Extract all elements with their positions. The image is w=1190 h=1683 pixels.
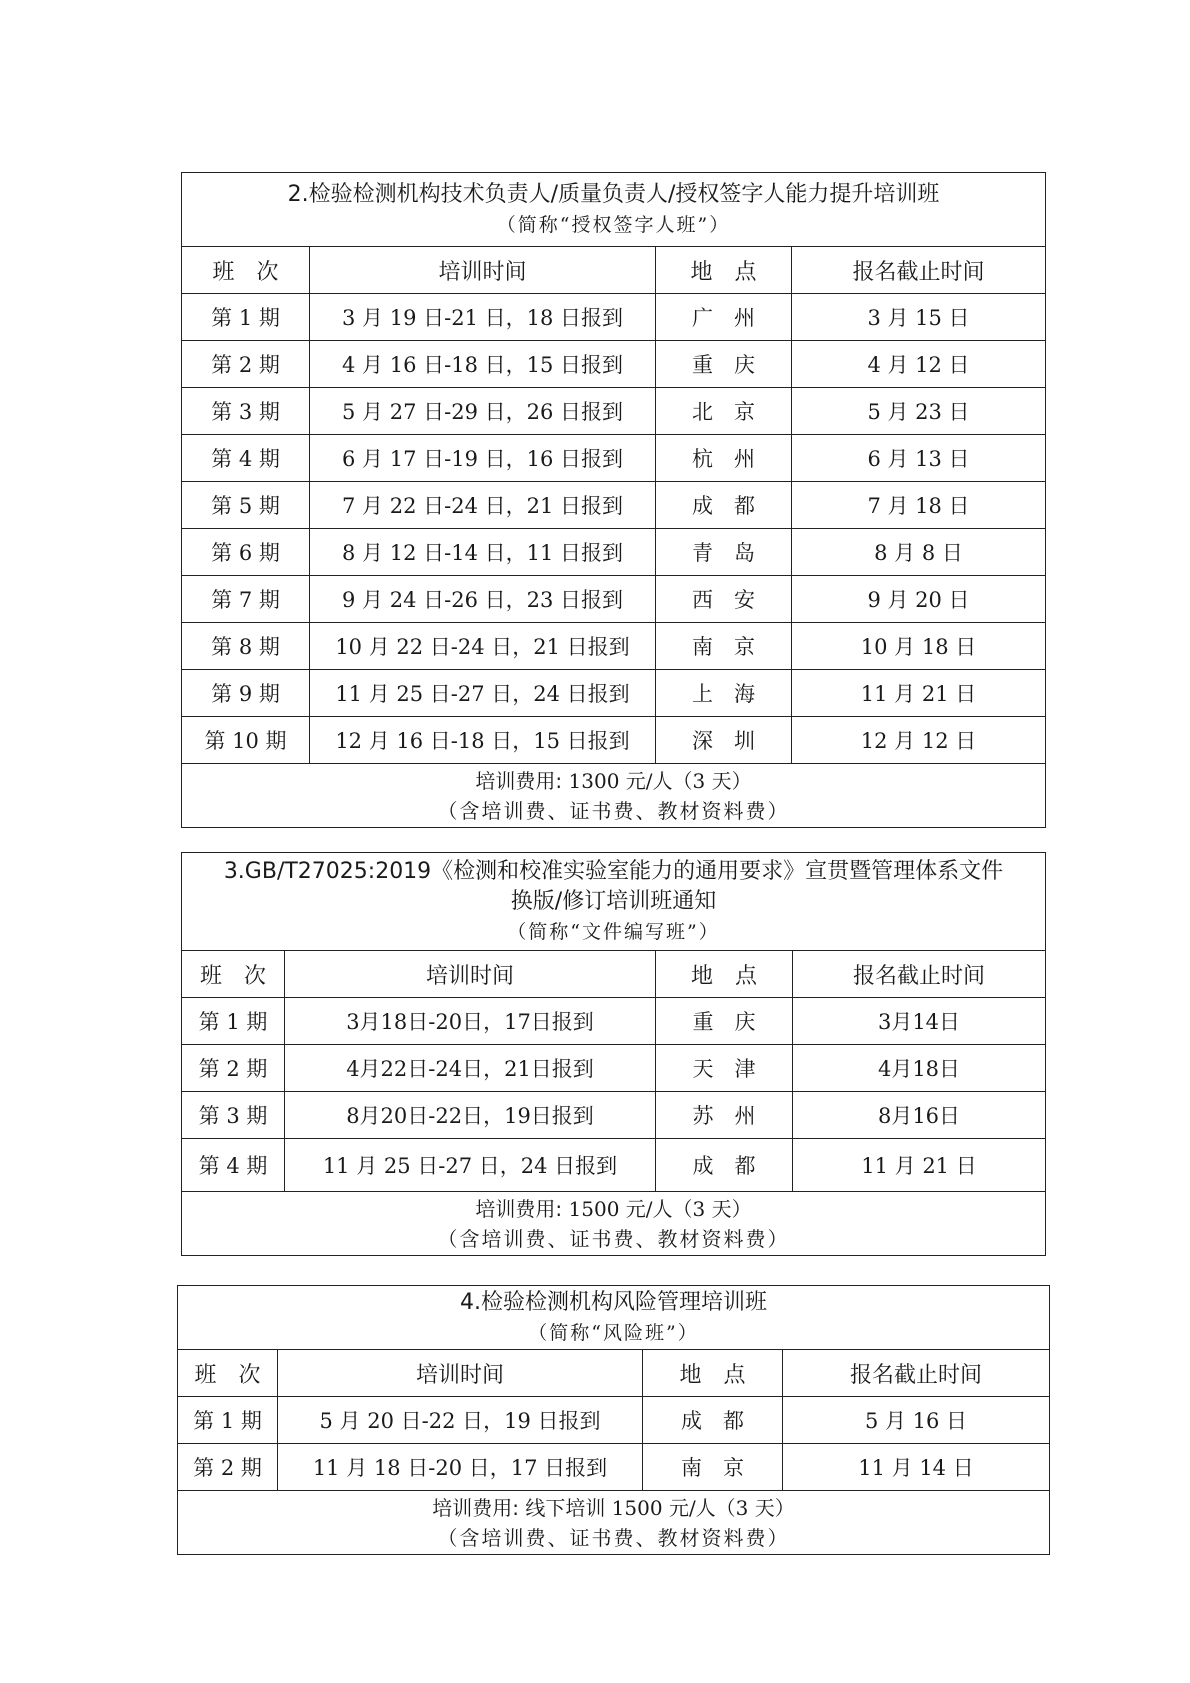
training-time-cell: 9 月 24 日-26 日，23 日报到 [310, 576, 656, 623]
schedule-table-signatory [181, 172, 1046, 828]
header-location: 地 点 [656, 247, 792, 294]
deadline-cell: 5 月 16 日 [783, 1397, 1050, 1444]
training-time-cell: 4月22日-24日，21日报到 [285, 1045, 656, 1092]
training-time-cell: 3 月 19 日-21 日，18 日报到 [310, 294, 656, 341]
table-row [182, 294, 1046, 341]
fee-label: 培训费用: [432, 1495, 519, 1520]
session-cell: 第 1 期 [178, 1397, 278, 1444]
location-cell: 重 庆 [656, 341, 792, 388]
schedule-table-risk-management [177, 1285, 1050, 1555]
fee-note: （含培训费、证书费、教材资料费） [437, 1525, 790, 1550]
session-cell: 第 3 期 [182, 388, 310, 435]
fee-note: （含培训费、证书费、教材资料费） [437, 1226, 790, 1251]
location-cell: 苏 州 [656, 1092, 793, 1139]
header-training-time: 培训时间 [278, 1350, 643, 1397]
location-cell: 北 京 [656, 388, 792, 435]
table-row [182, 998, 1046, 1045]
location-cell: 南 京 [656, 623, 792, 670]
training-time-cell: 11 月 25 日-27 日，24 日报到 [285, 1139, 656, 1192]
training-time-cell: 4 月 16 日-18 日，15 日报到 [310, 341, 656, 388]
deadline-cell: 3 月 15 日 [792, 294, 1046, 341]
table-abbreviation: （简称“授权签字人班”） [496, 213, 731, 236]
training-time-cell: 5 月 20 日-22 日，19 日报到 [278, 1397, 643, 1444]
header-training-time: 培训时间 [285, 951, 656, 998]
table-abbreviation: （简称“文件编写班”） [507, 920, 720, 943]
session-cell: 第 6 期 [182, 529, 310, 576]
header-deadline: 报名截止时间 [793, 951, 1046, 998]
deadline-cell: 4 月 12 日 [792, 341, 1046, 388]
table-row [182, 482, 1046, 529]
fee-value: 线下培训 1500 元/人（3 天） [518, 1495, 795, 1520]
header-session: 班 次 [178, 1350, 278, 1397]
training-time-cell: 8月20日-22日，19日报到 [285, 1092, 656, 1139]
header-location: 地 点 [643, 1350, 783, 1397]
table-row [182, 1092, 1046, 1139]
table-row [182, 576, 1046, 623]
table-row [178, 1397, 1050, 1444]
deadline-cell: 12 月 12 日 [792, 717, 1046, 764]
deadline-cell: 8月16日 [793, 1092, 1046, 1139]
location-cell: 天 津 [656, 1045, 793, 1092]
table-row [182, 435, 1046, 482]
table-title-line: 3.GB/T27025:2019《检测和校准实验室能力的通用要求》宣贯暨管理体系文件 [223, 858, 1004, 884]
session-cell: 第 2 期 [182, 1045, 285, 1092]
schedule-table-document-writing [181, 852, 1046, 1256]
deadline-cell: 3月14日 [793, 998, 1046, 1045]
deadline-cell: 4月18日 [793, 1045, 1046, 1092]
session-cell: 第 1 期 [182, 998, 285, 1045]
table-row [182, 1045, 1046, 1092]
header-session: 班 次 [182, 247, 310, 294]
location-cell: 成 都 [656, 1139, 793, 1192]
fee-cell [182, 764, 1046, 828]
table-row [182, 1139, 1046, 1192]
fee-note: （含培训费、证书费、教材资料费） [437, 798, 790, 823]
training-time-cell: 5 月 27 日-29 日，26 日报到 [310, 388, 656, 435]
session-cell: 第 3 期 [182, 1092, 285, 1139]
training-time-cell: 10 月 22 日-24 日，21 日报到 [310, 623, 656, 670]
session-cell: 第 4 期 [182, 435, 310, 482]
table-title [178, 1286, 1050, 1350]
header-deadline: 报名截止时间 [783, 1350, 1050, 1397]
table-row [182, 623, 1046, 670]
training-time-cell: 3月18日-20日，17日报到 [285, 998, 656, 1045]
deadline-cell: 11 月 14 日 [783, 1444, 1050, 1491]
session-cell: 第 5 期 [182, 482, 310, 529]
session-cell: 第 2 期 [182, 341, 310, 388]
location-cell: 成 都 [643, 1397, 783, 1444]
fee-label: 培训费用: [475, 768, 563, 793]
deadline-cell: 5 月 23 日 [792, 388, 1046, 435]
table-row [182, 341, 1046, 388]
training-time-cell: 6 月 17 日-19 日，16 日报到 [310, 435, 656, 482]
header-deadline: 报名截止时间 [792, 247, 1046, 294]
header-training-time: 培训时间 [310, 247, 656, 294]
session-cell: 第 7 期 [182, 576, 310, 623]
table-row [182, 670, 1046, 717]
location-cell: 重 庆 [656, 998, 793, 1045]
table-title [182, 853, 1046, 951]
table-row [182, 529, 1046, 576]
table-title-line: 换版/修订培训班通知 [510, 888, 717, 914]
training-time-cell: 7 月 22 日-24 日，21 日报到 [310, 482, 656, 529]
training-time-cell: 8 月 12 日-14 日，11 日报到 [310, 529, 656, 576]
header-session: 班 次 [182, 951, 285, 998]
location-cell: 南 京 [643, 1444, 783, 1491]
header-location: 地 点 [656, 951, 793, 998]
table-row [182, 717, 1046, 764]
fee-cell [178, 1491, 1050, 1555]
deadline-cell: 10 月 18 日 [792, 623, 1046, 670]
training-time-cell: 11 月 25 日-27 日，24 日报到 [310, 670, 656, 717]
table-row [178, 1444, 1050, 1491]
table-row [182, 388, 1046, 435]
table-abbreviation: （简称“风险班”） [528, 1321, 699, 1344]
deadline-cell: 11 月 21 日 [792, 670, 1046, 717]
table-title-line: 2.检验检测机构技术负责人/质量负责人/授权签字人能力提升培训班 [287, 181, 940, 207]
table-title [182, 173, 1046, 247]
session-cell: 第 10 期 [182, 717, 310, 764]
session-cell: 第 4 期 [182, 1139, 285, 1192]
session-cell: 第 1 期 [182, 294, 310, 341]
table-title-line: 4.检验检测机构风险管理培训班 [460, 1289, 767, 1315]
deadline-cell: 8 月 8 日 [792, 529, 1046, 576]
location-cell: 西 安 [656, 576, 792, 623]
session-cell: 第 2 期 [178, 1444, 278, 1491]
training-time-cell: 12 月 16 日-18 日，15 日报到 [310, 717, 656, 764]
location-cell: 杭 州 [656, 435, 792, 482]
fee-cell [182, 1192, 1046, 1256]
deadline-cell: 7 月 18 日 [792, 482, 1046, 529]
deadline-cell: 9 月 20 日 [792, 576, 1046, 623]
fee-label: 培训费用: [475, 1196, 563, 1221]
training-time-cell: 11 月 18 日-20 日，17 日报到 [278, 1444, 643, 1491]
deadline-cell: 6 月 13 日 [792, 435, 1046, 482]
location-cell: 广 州 [656, 294, 792, 341]
location-cell: 深 圳 [656, 717, 792, 764]
location-cell: 上 海 [656, 670, 792, 717]
session-cell: 第 8 期 [182, 623, 310, 670]
fee-value: 1300 元/人（3 天） [562, 768, 752, 793]
deadline-cell: 11 月 21 日 [793, 1139, 1046, 1192]
location-cell: 青 岛 [656, 529, 792, 576]
fee-value: 1500 元/人（3 天） [562, 1196, 752, 1221]
session-cell: 第 9 期 [182, 670, 310, 717]
location-cell: 成 都 [656, 482, 792, 529]
